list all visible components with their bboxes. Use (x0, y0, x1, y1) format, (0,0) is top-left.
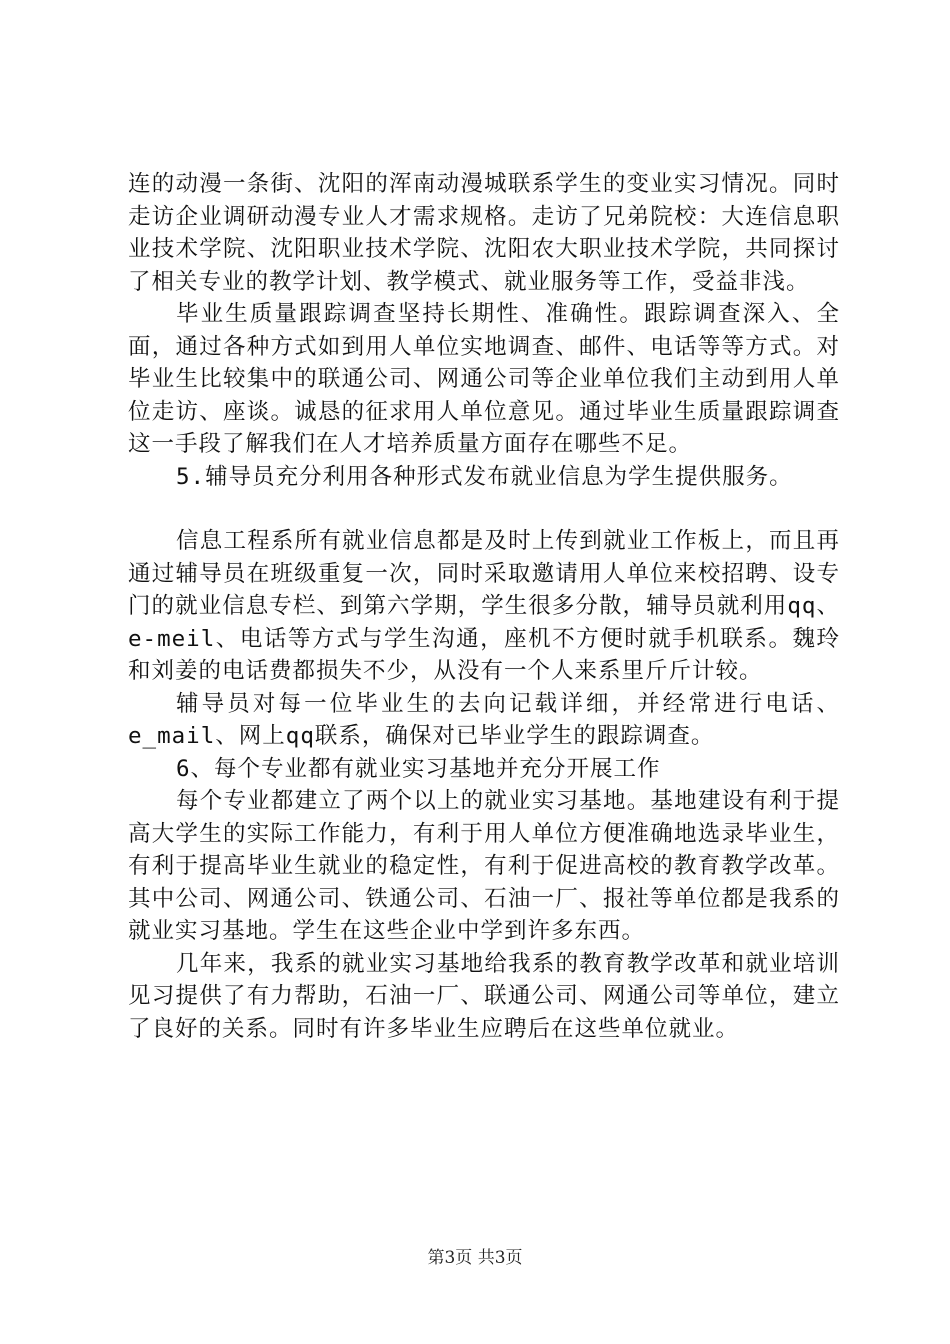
document-body (128, 168, 840, 1045)
paragraph-tracking-survey: 毕业生质量跟踪调查坚持长期性、准确性。跟踪调查深入、全面，通过各种方式如到用人单位实地调查、邮件、电话等等方式。对毕业生比较集中的联通公司、网通公司等企业单位我们主动到用人单位走访、座谈。诚恳的征求用人单位意见。通过毕业生质量跟踪调查这一手段了解我们在人才培养质量方面存在哪些不足。 (128, 301, 840, 457)
section-heading-6: 6、每个专业都有就业实习基地并充分开展工作 (176, 755, 661, 782)
section-heading-5: 5.辅导员充分利用各种形式发布就业信息为学生提供服务。 (176, 463, 793, 490)
paragraph-spacer (128, 493, 840, 525)
paragraph-employment-info: 信息工程系所有就业信息都是及时上传到就业工作板上，而且再通过辅导员在班级重复一次，同时采取邀请用人单位来校招聘、设专门的就业信息专栏、到第六学期，学生很多分散，辅导员就利用qq、e-meil、电话等方式与学生沟通，座机不方便时就手机联系。魏玲和刘姜的电话费都损失不少，从没有一个人来系里斤斤计较。 (128, 528, 840, 684)
paragraph-counselor-records: 辅导员对每一位毕业生的去向记载详细，并经常进行电话、e_mail、网上qq联系，确保对已毕业学生的跟踪调查。 (128, 690, 840, 749)
paragraph-internship-bases: 每个专业都建立了两个以上的就业实习基地。基地建设有利于提高大学生的实际工作能力，有利于用人单位方便准确地选录毕业生，有利于提高毕业生就业的稳定性，有利于促进高校的教育教学改革。其中公司、网通公司、铁通公司、石油一厂、报社等单位都是我系的就业实习基地。学生在这些企业中学到许多东西。 (128, 788, 840, 944)
paragraph-continuation: 连的动漫一条街、沈阳的浑南动漫城联系学生的变业实习情况。同时走访企业调研动漫专业人才需求规格。走访了兄弟院校：大连信息职业技术学院、沈阳职业技术学院、沈阳农大职业技术学院，共同探讨了相关专业的教学计划、教学模式、就业服务等工作，受益非浅。 (128, 171, 840, 295)
page-number-footer: 第3页 共3页 (427, 1248, 523, 1268)
paragraph-recent-years: 几年来，我系的就业实习基地给我系的教育教学改革和就业培训见习提供了有力帮助，石油一厂、联通公司、网通公司等单位，建立了良好的关系。同时有许多毕业生应聘后在这些单位就业。 (128, 950, 840, 1042)
